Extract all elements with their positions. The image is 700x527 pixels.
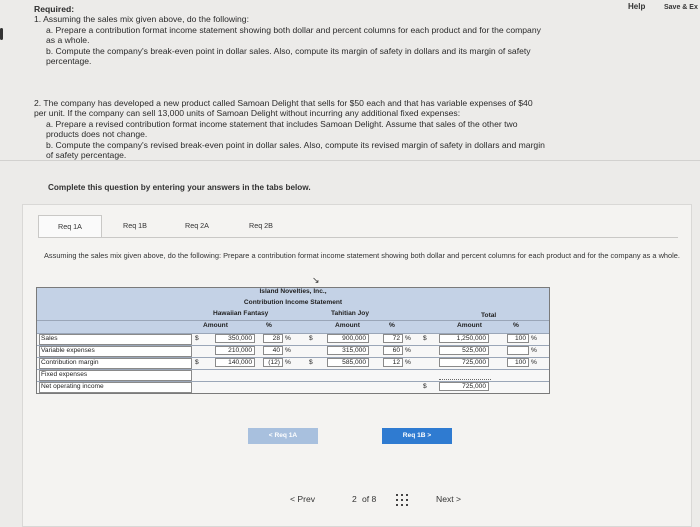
noi-total-input[interactable]: 725,000: [439, 382, 489, 391]
help-link[interactable]: Help: [628, 2, 646, 11]
tot-amount-input[interactable]: 725,000: [439, 358, 489, 367]
q1b-text: b. Compute the company's break-even point in dollar sales. Also, compute its margin of safety in dollars and its margin of safety: [46, 45, 531, 56]
requirements-text: [34, 4, 654, 66]
tot-amount-header: Amount: [457, 322, 482, 329]
divider: [0, 160, 700, 161]
tab-req-1a[interactable]: Req 1A: [38, 215, 102, 238]
table-row-net-operating-income: [37, 381, 549, 393]
q2b-text: b. Compute the company's revised break-even point in dollar sales. Also, compute its revised margin of safety in dollars and margin: [46, 139, 545, 150]
h-pct-input[interactable]: 28: [263, 334, 283, 343]
page-number: 2: [352, 494, 357, 504]
tot-pct-input[interactable]: 100: [507, 358, 529, 367]
table-row-contribution-margin: [37, 357, 549, 369]
q2a-text-cont: products does not change.: [46, 129, 148, 140]
tot-pct-input[interactable]: [507, 346, 529, 355]
dollar-sign: $: [195, 359, 199, 366]
row-label: Sales: [39, 334, 192, 345]
row-label: Fixed expenses: [39, 370, 192, 381]
t-pct-input[interactable]: 60: [383, 346, 403, 355]
prev-page-button[interactable]: < Prev: [290, 494, 316, 504]
q1a-text-cont: as a whole.: [46, 35, 90, 46]
row-label: Variable expenses: [39, 346, 192, 357]
table-row-variable-expenses: [37, 345, 549, 357]
pct-sign: %: [405, 359, 411, 366]
t-amount-header: Amount: [335, 322, 360, 329]
t-pct-input[interactable]: 72: [383, 334, 403, 343]
tab-req-1b[interactable]: Req 1B: [123, 221, 147, 230]
dollar-sign: $: [423, 335, 427, 342]
tab-instruction: Assuming the sales mix given above, do the following: Prepare a contribution format income statement showing both dollar and percent columns for each product and for the company as a whole.: [44, 251, 680, 260]
statement-header: [37, 288, 549, 320]
row-label: Net operating income: [39, 382, 192, 393]
t-pct-header: %: [389, 322, 395, 329]
income-statement-table: [36, 287, 550, 394]
statement-title: Contribution Income Statement: [243, 299, 343, 306]
h-amount-input[interactable]: 140,000: [215, 358, 255, 367]
next-req-button[interactable]: Req 1B >: [382, 428, 452, 444]
page-total: of 8: [362, 494, 377, 504]
t-pct-input[interactable]: 12: [383, 358, 403, 367]
tot-pct-input[interactable]: 100: [507, 334, 529, 343]
pct-sign: %: [285, 335, 291, 342]
q1b-text-cont: percentage.: [46, 56, 92, 67]
dollar-sign: $: [195, 335, 199, 342]
pct-sign: %: [531, 335, 537, 342]
h-pct-input[interactable]: (12): [263, 358, 283, 367]
h-amount-input[interactable]: 350,000: [215, 334, 255, 343]
dollar-sign: $: [423, 383, 427, 390]
col-total: Total: [481, 312, 497, 319]
tab-underline: [38, 237, 678, 238]
total-underline: [439, 379, 491, 380]
pct-sign: %: [531, 359, 537, 366]
left-marker: [0, 28, 3, 40]
h-amount-input[interactable]: 210,000: [215, 346, 255, 355]
q2b-text-cont: of safety percentage.: [46, 150, 127, 161]
table-row-fixed-expenses: [37, 369, 549, 381]
pct-sign: %: [405, 347, 411, 354]
table-row-sales: [37, 333, 549, 345]
tot-amount-input[interactable]: 525,000: [439, 346, 489, 355]
mouse-cursor-icon: ↘: [312, 275, 320, 285]
pct-sign: %: [405, 335, 411, 342]
h-amount-header: Amount: [203, 322, 228, 329]
t-amount-input[interactable]: 315,000: [327, 346, 369, 355]
h-pct-header: %: [266, 322, 272, 329]
t-amount-input[interactable]: 585,000: [327, 358, 369, 367]
grid-view-icon[interactable]: [396, 494, 408, 506]
save-exit-button[interactable]: Save & Ex: [664, 4, 698, 11]
complete-instruction: Complete this question by entering your answers in the tabs below.: [48, 183, 311, 192]
tot-amount-input[interactable]: 1,250,000: [439, 334, 489, 343]
h-pct-input[interactable]: 40: [263, 346, 283, 355]
column-subheader-row: [37, 320, 549, 333]
row-label: Contribution margin: [39, 358, 192, 369]
q2-text: 2. The company has developed a new product called Samoan Delight that sells for $50 each and that has variable expenses of $40: [34, 98, 533, 108]
tab-req-2b[interactable]: Req 2B: [249, 221, 273, 230]
company-name: Island Novelties, Inc.,: [259, 288, 327, 295]
pct-sign: %: [285, 359, 291, 366]
dollar-sign: $: [309, 335, 313, 342]
tab-req-2a[interactable]: Req 2A: [185, 221, 209, 230]
tot-pct-header: %: [513, 322, 519, 329]
q2a-text: a. Prepare a revised contribution format income statement that includes Samoan Delight. Assume that sales of the other two: [46, 118, 518, 129]
dollar-sign: $: [309, 359, 313, 366]
q2-text-block: [34, 98, 654, 160]
q2-text-cont: per unit. If the company can sell 13,000 units of Samoan Delight without incurring any additional fixed expenses:: [34, 108, 461, 119]
next-page-button[interactable]: Next >: [436, 494, 462, 504]
pct-sign: %: [285, 347, 291, 354]
q1a-text: a. Prepare a contribution format income statement showing both dollar and percent columns for each product and for the company: [46, 24, 541, 35]
col-tahitian-joy: Tahitian Joy: [331, 310, 369, 317]
prev-req-button[interactable]: < Req 1A: [248, 428, 318, 444]
t-amount-input[interactable]: 900,000: [327, 334, 369, 343]
required-heading: Required:: [34, 4, 75, 14]
q1-text: 1. Assuming the sales mix given above, do the following:: [34, 14, 249, 25]
pct-sign: %: [531, 347, 537, 354]
col-hawaiian-fantasy: Hawaiian Fantasy: [213, 310, 269, 317]
